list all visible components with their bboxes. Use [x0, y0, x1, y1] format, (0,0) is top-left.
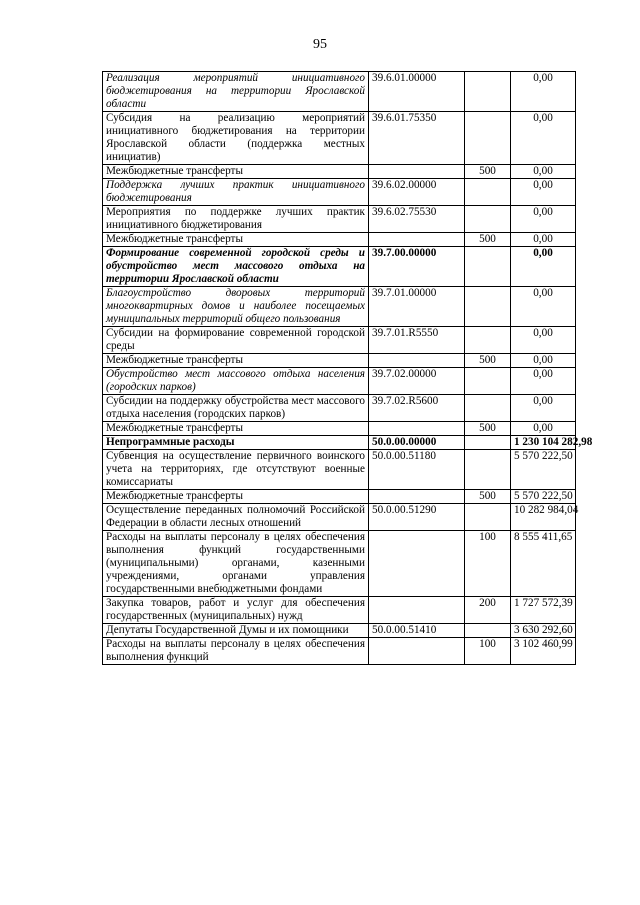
row-name-cell: Межбюджетные трансферты — [103, 233, 369, 247]
row-code-cell: 39.6.02.00000 — [369, 179, 465, 206]
table-row — [103, 638, 576, 665]
row-expense-type-cell — [465, 504, 511, 531]
table-row — [103, 72, 576, 112]
row-amount-cell: 0,00 — [511, 368, 576, 395]
row-name-cell: Формирование современной городской среды и обустройство мест массового отдыха на территории Ярославской области — [103, 247, 369, 287]
row-expense-type-cell — [465, 395, 511, 422]
row-amount-cell: 0,00 — [511, 395, 576, 422]
row-amount-cell: 5 570 222,50 — [511, 490, 576, 504]
row-code-cell: 39.7.01.00000 — [369, 287, 465, 327]
row-amount-cell: 0,00 — [511, 165, 576, 179]
table-row — [103, 179, 576, 206]
row-amount-cell: 0,00 — [511, 72, 576, 112]
row-name-cell: Субсидии на поддержку обустройства мест массового отдыха населения (городских парков) — [103, 395, 369, 422]
row-code-cell — [369, 422, 465, 436]
row-code-cell: 50.0.00.51410 — [369, 624, 465, 638]
row-name-cell: Поддержка лучших практик инициативного бюджетирования — [103, 179, 369, 206]
table-row — [103, 165, 576, 179]
row-amount-cell: 10 282 984,04 — [511, 504, 576, 531]
row-amount-cell: 0,00 — [511, 112, 576, 165]
row-expense-type-cell — [465, 179, 511, 206]
row-expense-type-cell — [465, 624, 511, 638]
row-code-cell — [369, 354, 465, 368]
row-expense-type-cell — [465, 287, 511, 327]
row-code-cell — [369, 490, 465, 504]
row-name-cell: Осуществление переданных полномочий Российской Федерации в области лесных отношений — [103, 504, 369, 531]
row-amount-cell: 0,00 — [511, 327, 576, 354]
row-amount-cell: 1 230 104 282,98 — [511, 436, 576, 450]
row-expense-type-cell: 100 — [465, 531, 511, 597]
row-name-cell: Благоустройство дворовых территорий многоквартирных домов и наиболее посещаемых муниципальных территорий общего пользования — [103, 287, 369, 327]
row-name-cell: Расходы на выплаты персоналу в целях обеспечения выполнения функций — [103, 638, 369, 665]
row-name-cell: Закупка товаров, работ и услуг для обеспечения государственных (муниципальных) нужд — [103, 597, 369, 624]
row-expense-type-cell — [465, 112, 511, 165]
table-row — [103, 112, 576, 165]
row-code-cell — [369, 638, 465, 665]
row-amount-cell: 0,00 — [511, 206, 576, 233]
row-code-cell — [369, 165, 465, 179]
row-expense-type-cell — [465, 436, 511, 450]
table-row — [103, 450, 576, 490]
row-expense-type-cell — [465, 327, 511, 354]
row-expense-type-cell: 500 — [465, 233, 511, 247]
row-amount-cell: 8 555 411,65 — [511, 531, 576, 597]
row-amount-cell: 0,00 — [511, 354, 576, 368]
row-name-cell: Межбюджетные трансферты — [103, 354, 369, 368]
row-code-cell — [369, 233, 465, 247]
row-amount-cell: 0,00 — [511, 179, 576, 206]
row-code-cell: 39.6.02.75530 — [369, 206, 465, 233]
row-expense-type-cell — [465, 368, 511, 395]
table-row — [103, 531, 576, 597]
table-row — [103, 597, 576, 624]
row-name-cell: Непрограммные расходы — [103, 436, 369, 450]
row-code-cell: 50.0.00.51180 — [369, 450, 465, 490]
table-row — [103, 422, 576, 436]
table-row — [103, 436, 576, 450]
table-row — [103, 233, 576, 247]
budget-table — [102, 71, 593, 665]
row-amount-cell: 5 570 222,50 — [511, 450, 576, 490]
row-name-cell: Межбюджетные трансферты — [103, 490, 369, 504]
row-code-cell: 50.0.00.51290 — [369, 504, 465, 531]
row-name-cell: Межбюджетные трансферты — [103, 422, 369, 436]
row-code-cell — [369, 531, 465, 597]
row-amount-cell: 0,00 — [511, 422, 576, 436]
row-code-cell: 39.6.01.75350 — [369, 112, 465, 165]
row-amount-cell: 3 630 292,60 — [511, 624, 576, 638]
row-amount-cell: 3 102 460,99 — [511, 638, 576, 665]
row-name-cell: Субвенция на осуществление первичного воинского учета на территориях, где отсутствуют военные комиссариаты — [103, 450, 369, 490]
row-name-cell: Субсидии на формирование современной городской среды — [103, 327, 369, 354]
page-number: 95 — [313, 37, 327, 52]
row-expense-type-cell: 100 — [465, 638, 511, 665]
table-row — [103, 247, 576, 287]
row-expense-type-cell — [465, 450, 511, 490]
table-row — [103, 490, 576, 504]
row-expense-type-cell: 500 — [465, 422, 511, 436]
row-expense-type-cell: 500 — [465, 490, 511, 504]
row-name-cell: Мероприятия по поддержке лучших практик инициативного бюджетирования — [103, 206, 369, 233]
table-row — [103, 624, 576, 638]
row-name-cell: Депутаты Государственной Думы и их помощники — [103, 624, 369, 638]
row-name-cell: Обустройство мест массового отдыха населения (городских парков) — [103, 368, 369, 395]
row-amount-cell: 0,00 — [511, 287, 576, 327]
table-row — [103, 327, 576, 354]
row-code-cell: 39.6.01.00000 — [369, 72, 465, 112]
row-code-cell: 39.7.00.00000 — [369, 247, 465, 287]
table-row — [103, 368, 576, 395]
table-row — [103, 206, 576, 233]
row-code-cell — [369, 597, 465, 624]
row-expense-type-cell: 200 — [465, 597, 511, 624]
budget-table-body — [103, 72, 593, 665]
table-row — [103, 287, 576, 327]
row-name-cell: Реализация мероприятий инициативного бюджетирования на территории Ярославской области — [103, 72, 369, 112]
row-code-cell: 39.7.01.R5550 — [369, 327, 465, 354]
row-code-cell: 39.7.02.00000 — [369, 368, 465, 395]
row-name-cell: Расходы на выплаты персоналу в целях обеспечения выполнения функций государственными (муниципальными) органами, казенными учреждениями, органами управления государственными внебюджетными фондами — [103, 531, 369, 597]
row-amount-cell: 0,00 — [511, 233, 576, 247]
row-code-cell: 50.0.00.00000 — [369, 436, 465, 450]
row-amount-cell: 0,00 — [511, 247, 576, 287]
table-row — [103, 395, 576, 422]
row-expense-type-cell — [465, 247, 511, 287]
row-name-cell: Субсидия на реализацию мероприятий инициативного бюджетирования на территории Ярославской области (поддержка местных инициатив) — [103, 112, 369, 165]
row-name-cell: Межбюджетные трансферты — [103, 165, 369, 179]
row-expense-type-cell: 500 — [465, 165, 511, 179]
table-row — [103, 354, 576, 368]
row-code-cell: 39.7.02.R5600 — [369, 395, 465, 422]
table-row — [103, 504, 576, 531]
row-expense-type-cell: 500 — [465, 354, 511, 368]
row-expense-type-cell — [465, 206, 511, 233]
row-amount-cell: 1 727 572,39 — [511, 597, 576, 624]
row-expense-type-cell — [465, 72, 511, 112]
